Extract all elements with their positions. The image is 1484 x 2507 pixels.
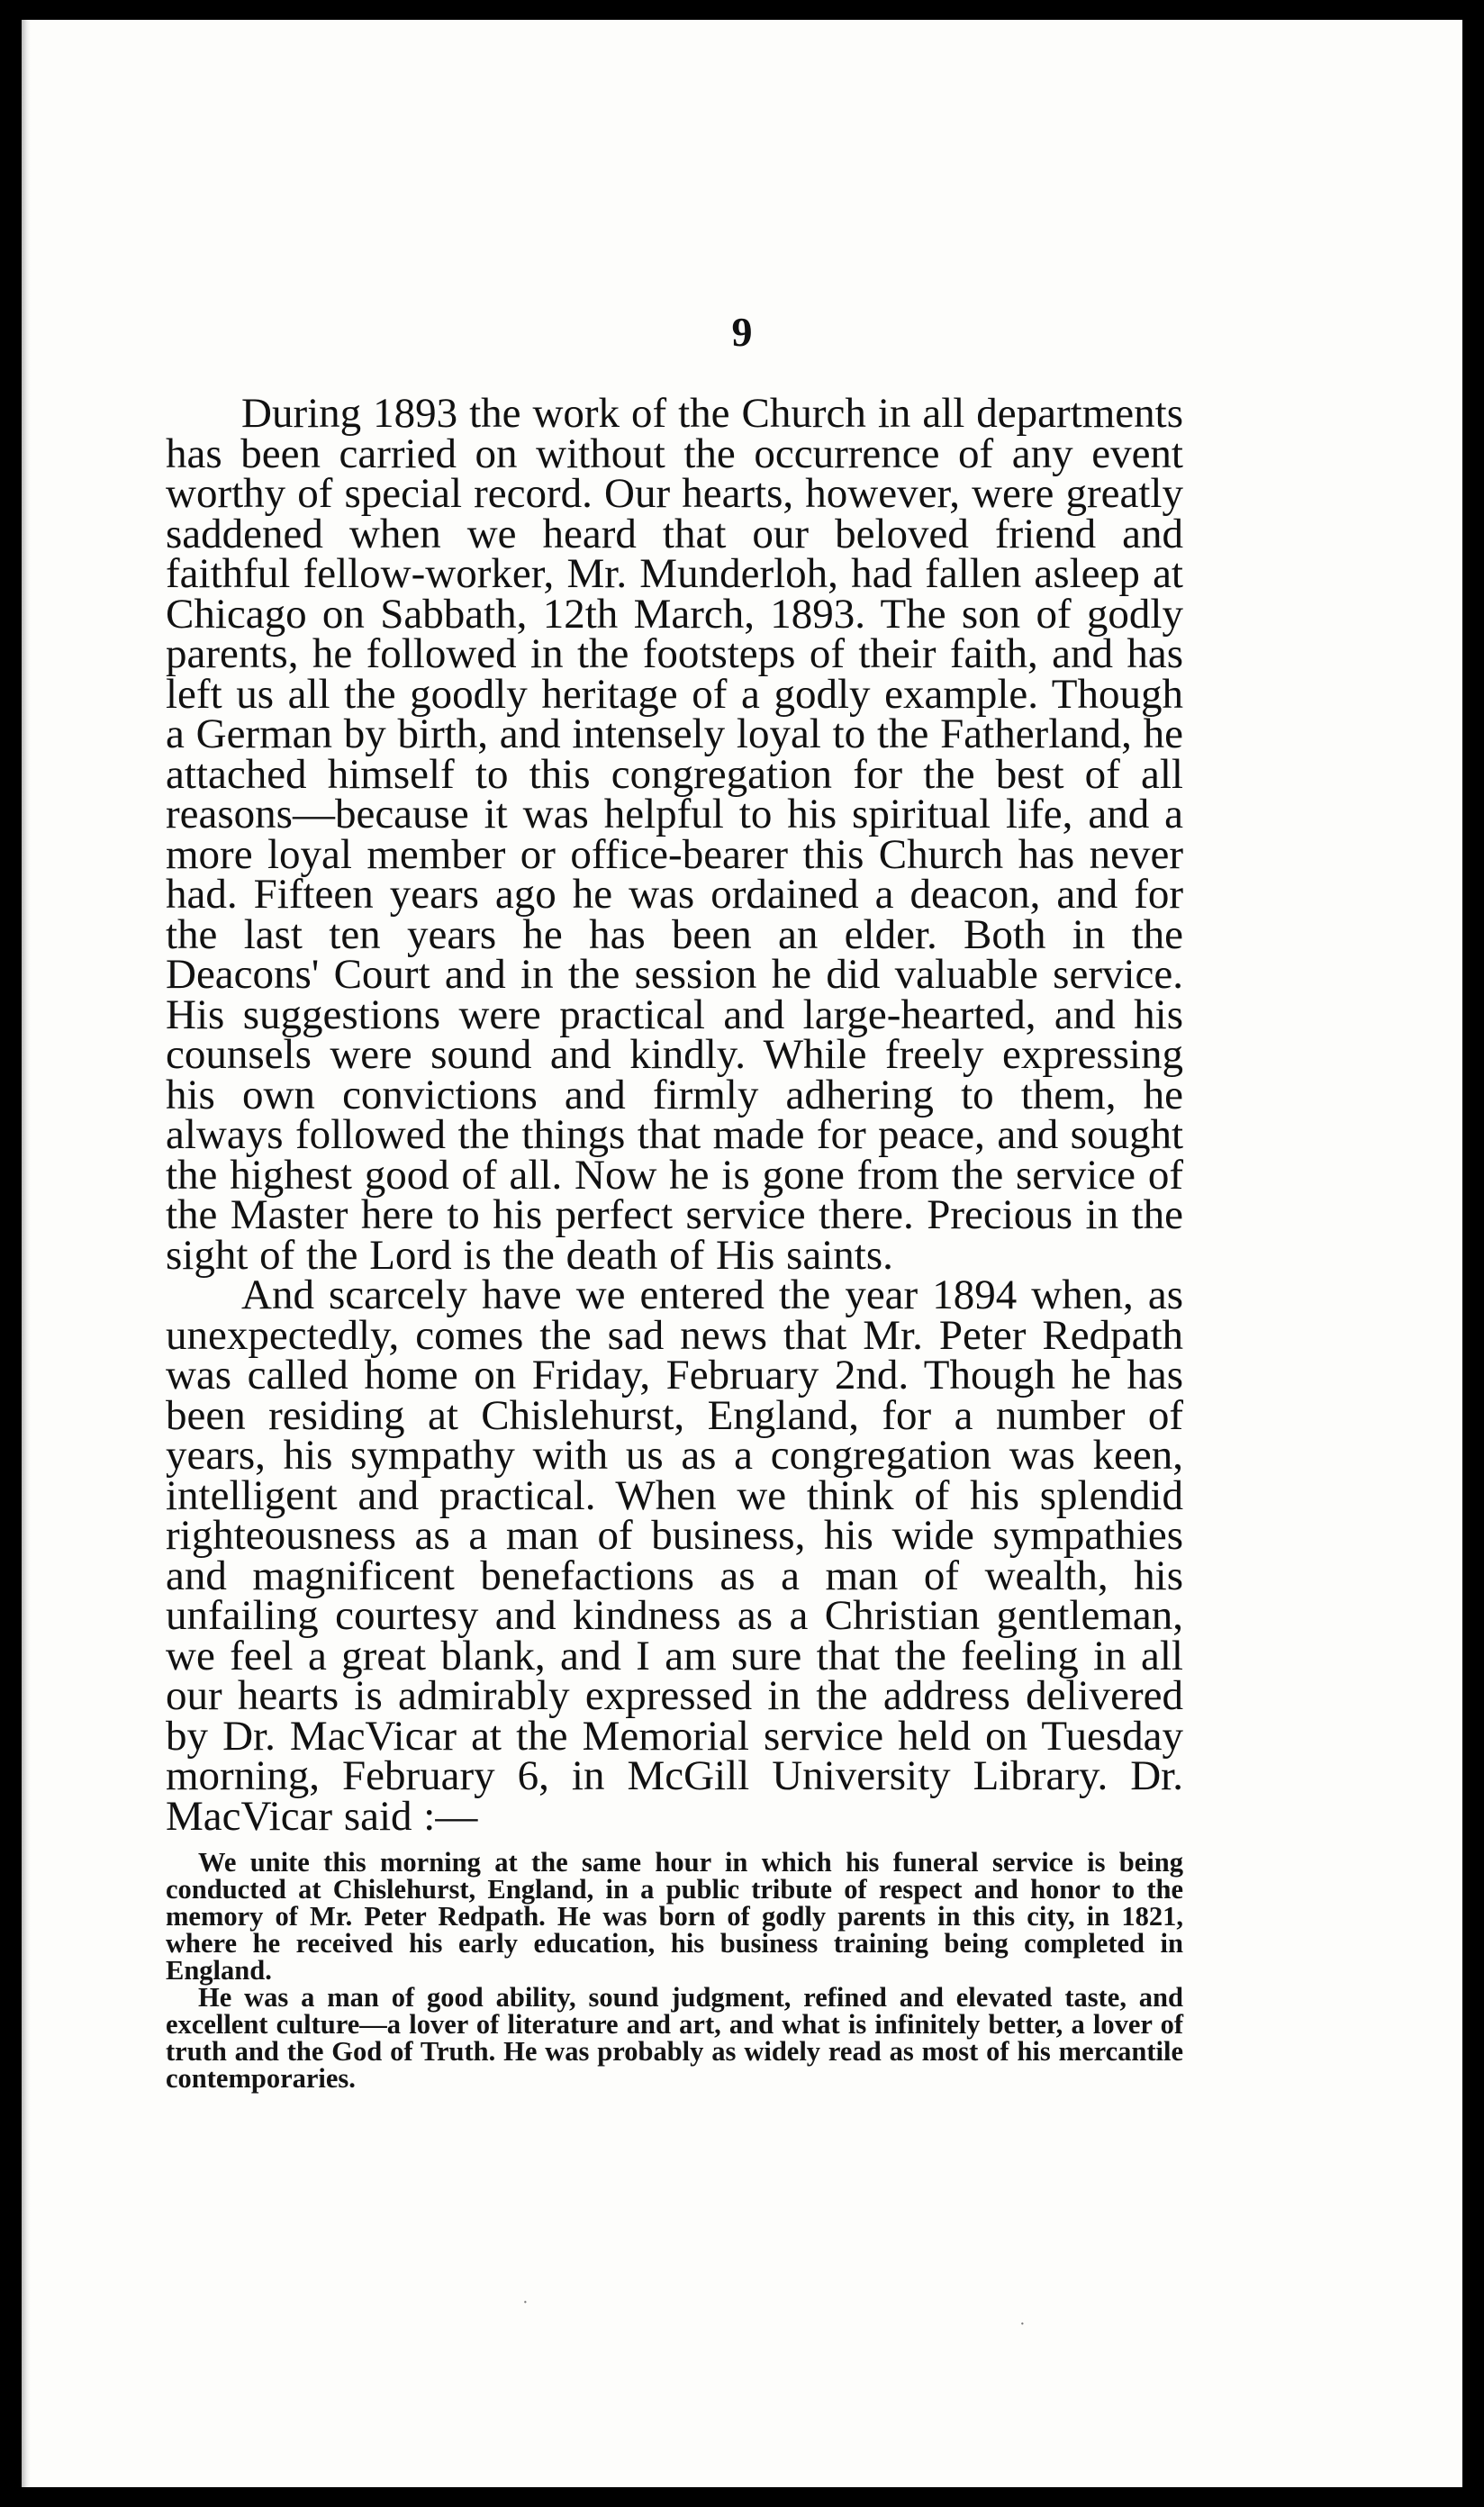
scan-speck: ·	[1019, 2314, 1026, 2334]
page-number: 9	[731, 309, 753, 355]
paragraph-munderloh: During 1893 the work of the Church in all departments has been carried on without the occurrence of any event worthy of special record. Our hearts, however, were greatly saddened when we heard that our beloved friend and faithful fellow-worker, Mr. Munderloh, had fallen asleep at Chicago on Sabbath, 12th March, 1893. The son of godly parents, he followed in the footsteps of their faith, and has left us all the goodly heritage of a godly example. Though a German by birth, and intensely loyal to the Fatherland, he attached himself to this congregation for the best of all reasons—because it was helpful to his spiritual life, and a more loyal member or office-bearer this Church has never had. Fifteen years ago he was ordained a deacon, and for the last ten years he has been an elder. Both in the Deacons' Court and in the session he did valuable service. His suggestions were practical and large-hearted, and his counsels were sound and kindly. While freely expressing his own convictions and firmly adhering to them, he always followed the things that made for peace, and sought the highest good of all. Now he is gone from the service of the Master here to his perfect service there. Precious in the sight of the Lord is the death of His saints.	[166, 390, 1183, 1279]
body-text	[166, 390, 1183, 2094]
scan-speck: ·	[522, 2293, 529, 2312]
page-binding-edge	[22, 20, 31, 2487]
paragraph-redpath: And scarcely have we entered the year 1894 when, as unexpectedly, comes the sad news that Mr. Peter Redpath was called home on Friday, February 2nd. Though he has been residing at Chislehurst, England, for a number of years, his sympathy with us as a congregation was keen, intelligent and practical. When we think of his splendid righteousness as a man of business, his wide sympathies and magnificent benefactions as a man of wealth, his unfailing courtesy and kindness as a Christian gentleman, we feel a great blank, and I am sure that the feeling in all our hearts is admirably expressed in the address delivered by Dr. MacVicar at the Memorial service held on Tuesday morning, February 6, in McGill University Library. Dr. MacVicar said :—	[166, 1272, 1183, 1840]
quote-paragraph-1: We unite this morning at the same hour in which his funeral service is being conducted at Chislehurst, England, in a public tribute of respect and honor to the memory of Mr. Peter Redpath. He was born of godly parents in this city, in 1821, where he received his early education, his business training being completed in England.	[166, 1847, 1183, 1986]
quote-paragraph-2: He was a man of good ability, sound judgment, refined and elevated taste, and excellent culture—a lover of literature and art, and what is infinitely better, a lover of truth and the God of Truth. He was probably as widely read as most of his mercantile contemporaries.	[166, 1982, 1183, 2094]
document-page	[22, 20, 1462, 2487]
